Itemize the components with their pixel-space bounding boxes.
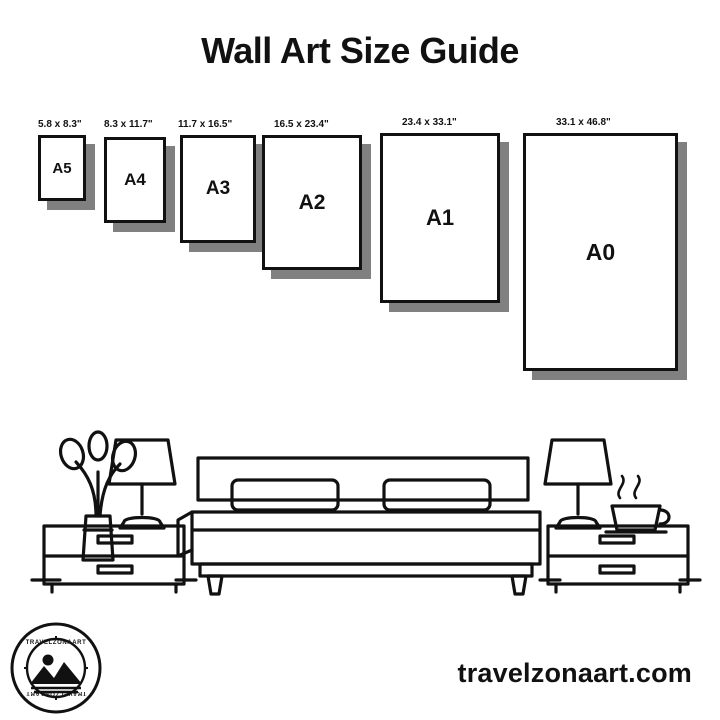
frame-box	[523, 133, 678, 371]
frame-dimension-label-a3: 11.7 x 16.5"	[178, 119, 233, 130]
frame-a0	[523, 133, 678, 371]
mountain-sun-badge-logo-icon	[10, 622, 102, 714]
bed-mattress	[192, 512, 540, 564]
lamp-shade-left	[109, 440, 175, 484]
right-nightstand-handle-top	[600, 536, 634, 543]
right-nightstand	[548, 526, 688, 592]
left-nightstand-handle-bottom	[98, 566, 132, 573]
bed-frame	[200, 564, 532, 576]
frame-dimension-label-a5: 5.8 x 8.3"	[38, 119, 82, 130]
right-table-lamp	[545, 440, 611, 528]
site-url[interactable]: travelzonaart.com	[457, 658, 692, 688]
flower-petal-left	[57, 436, 87, 471]
frame-a5	[38, 135, 86, 201]
frame-dimension-label-a1: 23.4 x 33.1"	[402, 117, 457, 128]
lamp-shade-right	[545, 440, 611, 484]
frame-a1	[380, 133, 500, 303]
flower-petal-center	[89, 432, 107, 460]
frame-label-a2: A2	[298, 190, 326, 214]
frame-label-a5: A5	[52, 159, 72, 177]
frame-box	[262, 135, 362, 270]
steam-left	[618, 476, 623, 498]
frame-box	[38, 135, 86, 201]
frame-a3	[180, 135, 256, 243]
bedroom-scene-svg	[0, 380, 720, 610]
frame-label-a1: A1	[425, 205, 455, 230]
frame-dimension-label-a0: 33.1 x 46.8"	[556, 117, 611, 128]
pillow-left	[232, 480, 338, 510]
frame-label-a3: A3	[205, 178, 231, 199]
bed	[178, 458, 540, 594]
frame-box	[104, 137, 166, 223]
page-title: Wall Art Size Guide	[201, 30, 519, 71]
bedroom-scene-illustration	[0, 380, 720, 610]
frame-label-a0: A0	[585, 238, 616, 265]
frame-dimension-label-a4: 8.3 x 11.7"	[104, 119, 153, 130]
bed-leg-right	[512, 576, 526, 594]
bed-leg-left	[208, 576, 222, 594]
brand-logo[interactable]	[10, 622, 102, 714]
frame-box	[180, 135, 256, 243]
cup-handle	[660, 510, 669, 524]
frame-a4	[104, 137, 166, 223]
left-nightstand-handle-top	[98, 536, 132, 543]
steam-right	[634, 476, 639, 498]
frame-box	[380, 133, 500, 303]
footer	[0, 610, 720, 720]
right-nightstand-handle-bottom	[600, 566, 634, 573]
frame-dimension-label-a2: 16.5 x 23.4"	[274, 119, 329, 130]
logo-text-top: TRAVELZONAART	[25, 640, 87, 646]
logo-text-bottom: TRAVELZONAART	[25, 690, 87, 696]
left-table-lamp	[109, 440, 175, 528]
frame-label-a4: A4	[124, 170, 146, 189]
coffee-cup	[606, 476, 669, 532]
pillow-right	[384, 480, 490, 510]
frame-a2	[262, 135, 362, 270]
